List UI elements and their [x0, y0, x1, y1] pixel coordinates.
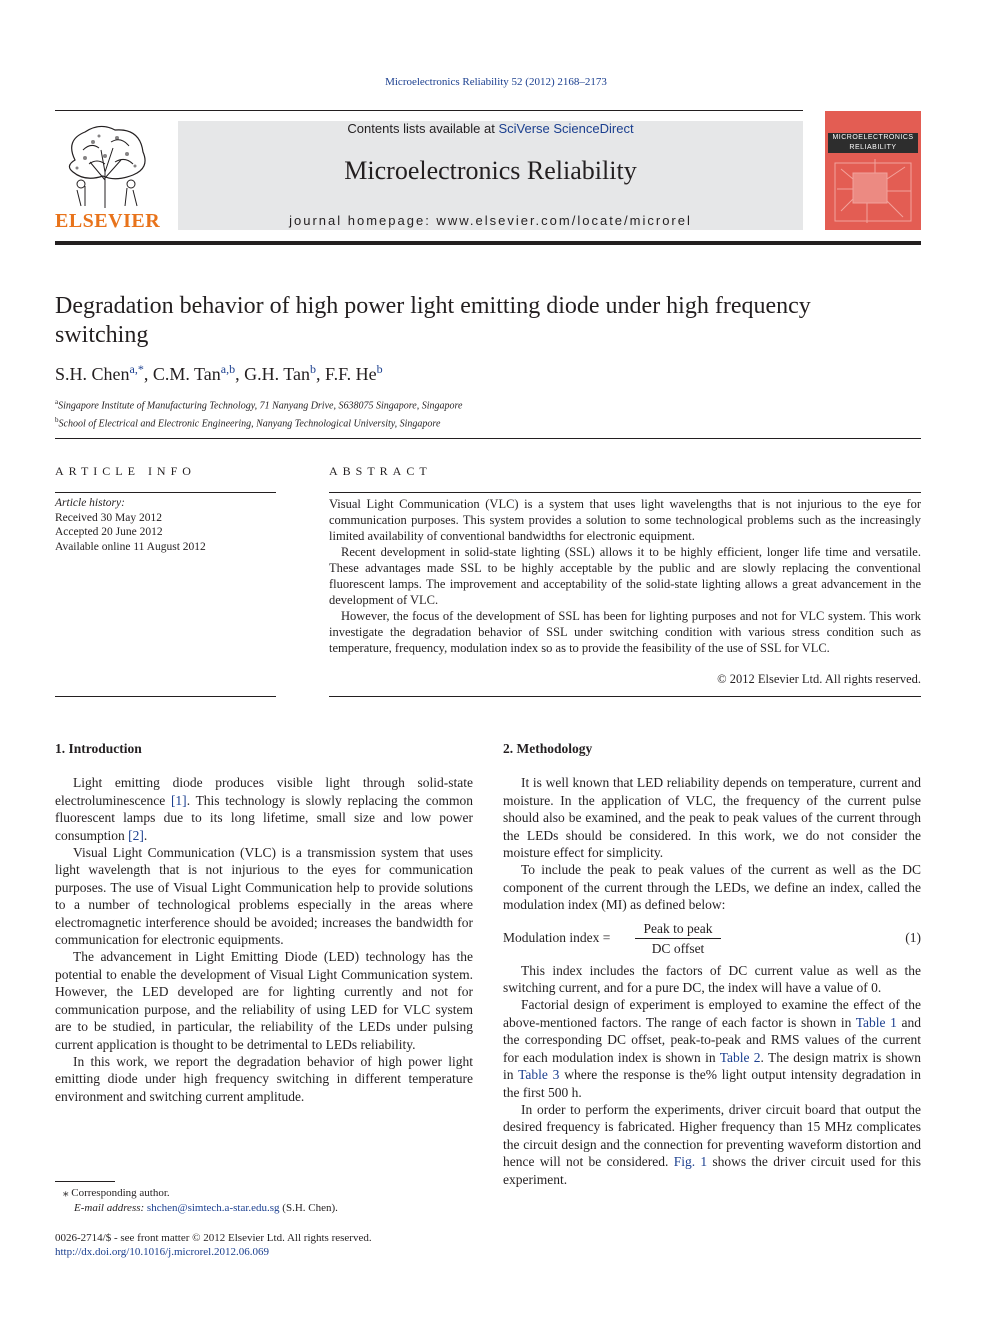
header-thick-rule: [55, 241, 921, 245]
text-run: . The design matrix is shown in: [503, 1049, 921, 1083]
reference-link[interactable]: [1]: [170, 792, 187, 808]
doi-link[interactable]: http://dx.doi.org/10.1016/j.microrel.2012.06.069: [55, 1246, 269, 1258]
methodology-paragraph: [503, 1101, 921, 1188]
methodology-paragraph: [503, 996, 921, 1100]
issn-block: [55, 1231, 372, 1259]
accepted-date: Accepted 20 June 2012: [55, 526, 163, 538]
journal-homepage-link[interactable]: journal homepage: www.elsevier.com/locate/microrel: [289, 213, 692, 228]
article-history: [55, 496, 206, 554]
author-affiliation-mark[interactable]: a,*: [129, 362, 144, 376]
author-affiliation-mark[interactable]: b: [310, 362, 316, 376]
equation-numerator: Peak to peak: [635, 920, 721, 939]
email-suffix: (S.H. Chen).: [279, 1202, 338, 1214]
author-name[interactable]: G.H. Tan: [244, 364, 310, 384]
affiliations: [55, 395, 462, 432]
journal-name: Microelectronics Reliability: [344, 156, 637, 185]
author-name[interactable]: F.F. He: [325, 364, 377, 384]
text-run: In order to perform the experiments, driver circuit board that output the desired frequency is fabricated. Higher frequency than 15 MHz complicates the circuit design and the connection for preventing waveform distortion and hence will not be considered.: [503, 1101, 921, 1170]
affiliation-rule: [55, 438, 921, 439]
contents-availability: [178, 121, 803, 136]
intro-paragraph: Visual Light Communication (VLC) is a transmission system that uses light wavelength that is not injurious to the eyes for communication purposes. The use of Visual Light Communication help to provide solutions to a number of technological problems especially in the areas where electromagnetic interference should be avoided; increases the bandwidth for communication for electronic equipments.: [55, 845, 473, 948]
issn-line: 0026-2714/$ - see front matter © 2012 Elsevier Ltd. All rights reserved.: [55, 1232, 372, 1244]
sciencedirect-link[interactable]: SciVerse ScienceDirect: [498, 121, 634, 136]
equation-fraction: [635, 920, 721, 958]
abstract-body: [329, 496, 921, 656]
affiliation-mark: b: [55, 416, 59, 425]
text-run: shows the driver circuit used for this experiment.: [503, 1154, 922, 1187]
equation-modulation-index: [503, 920, 921, 960]
equation-lhs: Modulation index =: [503, 929, 611, 945]
section-heading-methodology: 2. Methodology: [503, 741, 593, 756]
equation-denominator: DC offset: [651, 941, 705, 957]
methodology-paragraph: To include the peak to peak values of the current as well as the DC component of the current through the LEDs, we define an index, called the modulation index (MI) as defined below:: [503, 862, 921, 913]
abstract-heading: ABSTRACT: [329, 464, 432, 478]
affiliation-item: [55, 395, 462, 413]
body-column-left: [55, 740, 473, 1105]
author-affiliation-mark[interactable]: a,b: [220, 362, 236, 376]
email-label: E-mail address:: [74, 1202, 147, 1214]
author-name[interactable]: C.M. Tan: [152, 364, 221, 384]
abstract-copyright: © 2012 Elsevier Ltd. All rights reserved.: [717, 672, 921, 686]
text-run: Factorial design of experiment is employed to examine the effect of the above-mentioned factors. The range of each factor is shown in: [503, 997, 921, 1030]
table-link[interactable]: Table 2: [719, 1049, 761, 1065]
history-label: Article history:: [55, 497, 125, 509]
abstract-paragraph: Visual Light Communication (VLC) is a system that uses light wavelengths that is not injurious to the eye for communication purposes. This system provides a solution to some technological problems such as the increasingly limited availability of conventional bandwidths for electronic equipment.: [329, 497, 921, 543]
email-link[interactable]: shchen@simtech.a-star.edu.sg: [146, 1202, 280, 1214]
online-date: Available online 11 August 2012: [55, 540, 206, 553]
methodology-paragraph: This index includes the factors of DC current value as well as the switching current, and for a pure DC, the index will have a value of 0.: [503, 962, 921, 996]
affiliation-text: School of Electrical and Electronic Engineering, Nanyang Technological University, Singapore: [58, 418, 441, 430]
abstract-rule: [329, 492, 921, 493]
intro-paragraph: [55, 774, 473, 844]
text-run: .: [143, 827, 148, 843]
section-heading-introduction: 1. Introduction: [55, 741, 142, 756]
affiliation-mark: a: [55, 398, 59, 406]
author-list: S.H. Chen$^{a,*}$, C.M. Tan$^{a,b}$, G.H. Tan$^b$, F.F. He$^b$: [55, 362, 383, 384]
text-run: where the response is the% light output intensity degradation in the first 500 h.: [503, 1067, 921, 1100]
cover-title-line1: MICROELECTRONICS: [832, 134, 914, 141]
cover-title: [828, 133, 918, 153]
contents-prefix: Contents lists available at: [347, 121, 499, 136]
elsevier-wordmark[interactable]: ELSEVIER: [55, 210, 161, 232]
text-run: and the corresponding DC offset, peak-to-peak and RMS values of the current for each modulation index is shown in: [503, 1014, 922, 1065]
author-name[interactable]: S.H. Chen: [55, 364, 130, 384]
abstract-paragraph: Recent development in solid-state lighting (SSL) allows it to be highly efficient, longer life time and versatile. These advantages made SSL to be highly acceptable by the public and are slowly replacing the conventional fluorescent lamps. The improvement and acceptability of the solid-state lighting allows a great advancement in the development of VLC.: [329, 545, 921, 607]
footnote-rule: [55, 1181, 115, 1182]
intro-paragraph: In this work, we report the degradation behavior of high power light emitting diode under high frequency switching in different temperature environment and switching current amplitude.: [55, 1053, 473, 1104]
journal-citation[interactable]: Microelectronics Reliability 52 (2012) 2168–2173: [385, 76, 607, 88]
table-link[interactable]: Table 1: [855, 1014, 897, 1030]
article-info-bottom-rule: [55, 696, 276, 697]
table-link[interactable]: Table 3: [518, 1067, 560, 1083]
cover-title-line2: RELIABILITY: [849, 144, 897, 151]
equation-number: (1): [905, 929, 921, 945]
intro-paragraph: The advancement in Light Emitting Diode (LED) technology has the potential to enable the development of Visual Light Communication system. However, the LED developed are for lighting currently and not for communication purpose, and the reliability of using LED for VLC system are to be studied, in particular, the reliability of the LEDs under pulsing current application is thought to be detrimental to LEDs reliability.: [55, 949, 473, 1052]
figure-link[interactable]: Fig. 1: [673, 1154, 708, 1170]
abstract-bottom-rule: [329, 696, 921, 697]
corresponding-author-note: ⁎ Corresponding author.: [63, 1187, 170, 1199]
affiliation-text: Singapore Institute of Manufacturing Technology, 71 Nanyang Drive, S638075 Singapore, Singapore: [58, 400, 463, 412]
cover-chip-art-icon: [831, 159, 915, 225]
text-run: Light emitting diode produces visible light through solid-state electroluminescence: [55, 775, 473, 808]
article-info-rule: [55, 492, 276, 493]
affiliation-item: [55, 413, 462, 431]
body-column-right: [503, 740, 921, 1188]
email-line: [55, 1201, 338, 1216]
text-run: . This technology is slowly replacing the common fluorescent lamps due to its long lifetime, small size and low power consumption: [55, 792, 473, 843]
journal-cover-thumbnail[interactable]: [825, 111, 921, 230]
received-date: Received 30 May 2012: [55, 511, 162, 524]
footnote: [55, 1186, 338, 1216]
methodology-paragraph: It is well known that LED reliability depends on temperature, current and moisture. In the application of VLC, the frequency of the current pulse should also be examined, and the peak to peak values of the current through the LEDs should be considered. In this work, we do not consider the moisture effect for simplicity.: [503, 775, 921, 861]
header-rule: [55, 110, 803, 111]
article-info-heading: ARTICLE INFO: [55, 464, 196, 478]
reference-link[interactable]: [2]: [128, 827, 144, 843]
author-affiliation-mark[interactable]: b: [376, 362, 383, 376]
article-title: Degradation behavior of high power light emitting diode under high frequency switching: [55, 293, 811, 348]
abstract-paragraph: However, the focus of the development of SSL has been for lighting purposes and not for VLC system. This work investigate the degradation behavior of SSL under switching condition with various stress condition such as temperature, frequency, modulation index so as to provide the feasibility of the use of SSL for VLC.: [329, 609, 921, 655]
